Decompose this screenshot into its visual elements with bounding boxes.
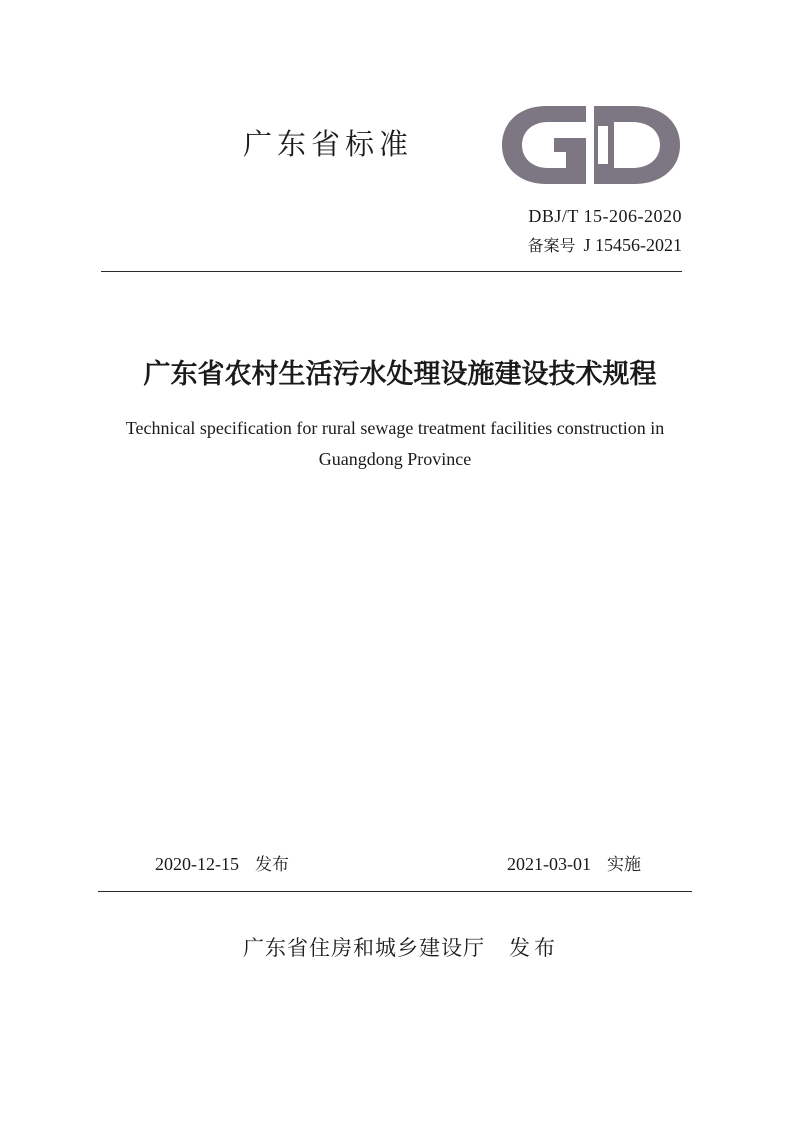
issue-date-block	[155, 850, 289, 875]
implementation-date-block	[507, 850, 641, 875]
issue-label: 发布	[255, 855, 289, 875]
gd-logo	[498, 100, 684, 190]
top-divider	[101, 271, 682, 272]
standard-number: DBJ/T 15-206-2020	[528, 206, 682, 226]
standard-type-heading: 广东省标准	[243, 127, 414, 161]
publisher-line	[243, 932, 559, 962]
publisher-action: 发布	[509, 936, 559, 960]
logo-letter-g	[502, 106, 586, 184]
title-chinese: 广东省农村生活污水处理设施建设技术规程	[143, 359, 657, 390]
record-row	[527, 233, 682, 256]
record-number: J 15456-2021	[583, 235, 682, 255]
implementation-date: 2021-03-01	[507, 854, 591, 874]
publisher-name: 广东省住房和城乡建设厅	[243, 936, 485, 960]
title-english: Technical specification for rural sewage treatment facilities construction in Guangdong Province	[125, 418, 665, 469]
issue-date: 2020-12-15	[155, 854, 239, 874]
record-label: 备案号	[527, 236, 576, 255]
bottom-divider	[98, 891, 692, 892]
implementation-label: 实施	[607, 855, 641, 875]
